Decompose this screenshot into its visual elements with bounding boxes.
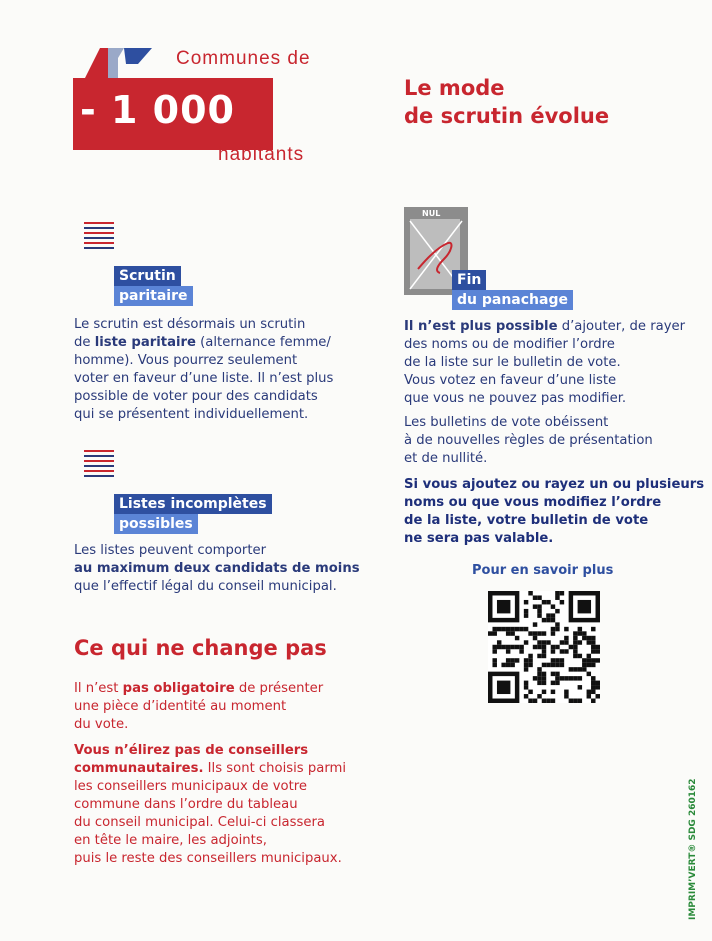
list-lines-icon	[84, 450, 114, 480]
listes-line-1: Les listes peuvent comporter	[74, 543, 267, 558]
liste-paritaire-bold: liste paritaire	[94, 335, 196, 350]
ballot-nul-label: NUL	[422, 209, 441, 218]
house-roof-icon	[82, 44, 152, 80]
unchanged-text-2	[74, 742, 346, 868]
pas-obligatoire-bold: pas obligatoire	[122, 681, 235, 696]
conseillers-bold: Vous n’élirez pas de conseillers	[74, 743, 309, 758]
listes-tag-line2: possibles	[114, 514, 198, 534]
unchanged-p2-line-5: du conseil municipal. Celui-ci classera	[74, 815, 325, 830]
population-number: - 1 000	[80, 88, 235, 132]
panachage-line-1: Il n’est plus possible d’ajouter, de rayer	[404, 319, 686, 334]
unchanged-p2-line-4: commune dans l’ordre du tableau	[74, 797, 298, 812]
imprim-vert-logo	[684, 778, 708, 920]
scrutin-tag-line1: Scrutin	[114, 266, 181, 286]
scrutin-tag-line2: paritaire	[114, 286, 193, 306]
imprim-vert-text: IMPRIM’VERT® SDG 260162	[688, 778, 698, 920]
scrutin-line-6: qui se présentent individuellement.	[74, 407, 309, 422]
panachage-p3-line-2: noms ou que vous modifiez l’ordre	[404, 495, 662, 510]
listes-tag-line1: Listes incomplètes	[114, 494, 272, 514]
panachage-p3-line-3: de la liste, votre bulletin de vote	[404, 513, 649, 528]
panachage-line-3: de la liste sur le bulletin de vote.	[404, 355, 621, 370]
unchanged-line-1: Il n’est pas obligatoire de présenter	[74, 681, 324, 696]
panachage-text-2	[404, 414, 653, 468]
ballot-lines-icon	[84, 222, 114, 252]
panachage-p3-line-1: Si vous ajoutez ou rayez un ou plusieurs	[404, 477, 705, 492]
qr-code-icon[interactable]	[488, 591, 600, 703]
panachage-text-3	[404, 476, 704, 548]
panachage-p2-line-1: Les bulletins de vote obéissent	[404, 415, 609, 430]
panachage-p2-line-3: et de nullité.	[404, 451, 488, 466]
panachage-line-2: des noms ou de modifier l’ordre	[404, 337, 615, 352]
panachage-p3-line-4: ne sera pas valable.	[404, 531, 554, 546]
communautaires-bold: communautaires.	[74, 761, 204, 776]
plus-possible-bold: Il n’est plus possible	[404, 319, 558, 334]
unchanged-p2-line-2: communautaires. Ils sont choisis parmi	[74, 761, 347, 776]
scrutin-text	[74, 316, 333, 424]
scrutin-line-2: de liste paritaire (alternance femme/	[74, 335, 331, 350]
scrutin-line-4: voter en faveur d’une liste. Il n’est plus	[74, 371, 334, 386]
unchanged-p2-line-3: les conseillers municipaux de votre	[74, 779, 308, 794]
communes-de-label: Communes de	[176, 48, 311, 69]
habitants-label: habitants	[218, 144, 305, 165]
unchanged-text-1	[74, 680, 323, 734]
listes-text	[74, 542, 360, 596]
panachage-line-4: Vous votez en faveur d’une liste	[404, 373, 617, 388]
unchanged-line-2: une pièce d’identité au moment	[74, 699, 287, 714]
listes-line-2-bold: au maximum deux candidats de moins	[74, 561, 360, 576]
panachage-line-5: que vous ne pouvez pas modifier.	[404, 391, 627, 406]
mode-title-line2: de scrutin évolue	[404, 104, 610, 128]
panachage-tag-line1: Fin	[452, 270, 486, 290]
mode-title-line1: Le mode	[404, 76, 505, 100]
more-info-link[interactable]: Pour en savoir plus	[472, 563, 614, 578]
listes-line-3: que l’effectif légal du conseil municipal.	[74, 579, 337, 594]
mode-title	[404, 74, 609, 130]
unchanged-p2-line-6: en tête le maire, les adjoints,	[74, 833, 267, 848]
listes-tag	[114, 494, 272, 534]
scrutin-line-1: Le scrutin est désormais un scrutin	[74, 317, 306, 332]
unchanged-p2-line-7: puis le reste des conseillers municipaux.	[74, 851, 342, 866]
panachage-tag	[452, 270, 573, 310]
scrutin-line-3: homme). Vous pourrez seulement	[74, 353, 298, 368]
panachage-tag-line2: du panachage	[452, 290, 573, 310]
unchanged-line-3: du vote.	[74, 717, 129, 732]
panachage-p2-line-2: à de nouvelles règles de présentation	[404, 433, 653, 448]
panachage-text-1	[404, 318, 685, 408]
scrutin-tag	[114, 266, 193, 306]
scrutin-line-5: possible de voter pour des candidats	[74, 389, 318, 404]
unchanged-title: Ce qui ne change pas	[74, 636, 327, 660]
